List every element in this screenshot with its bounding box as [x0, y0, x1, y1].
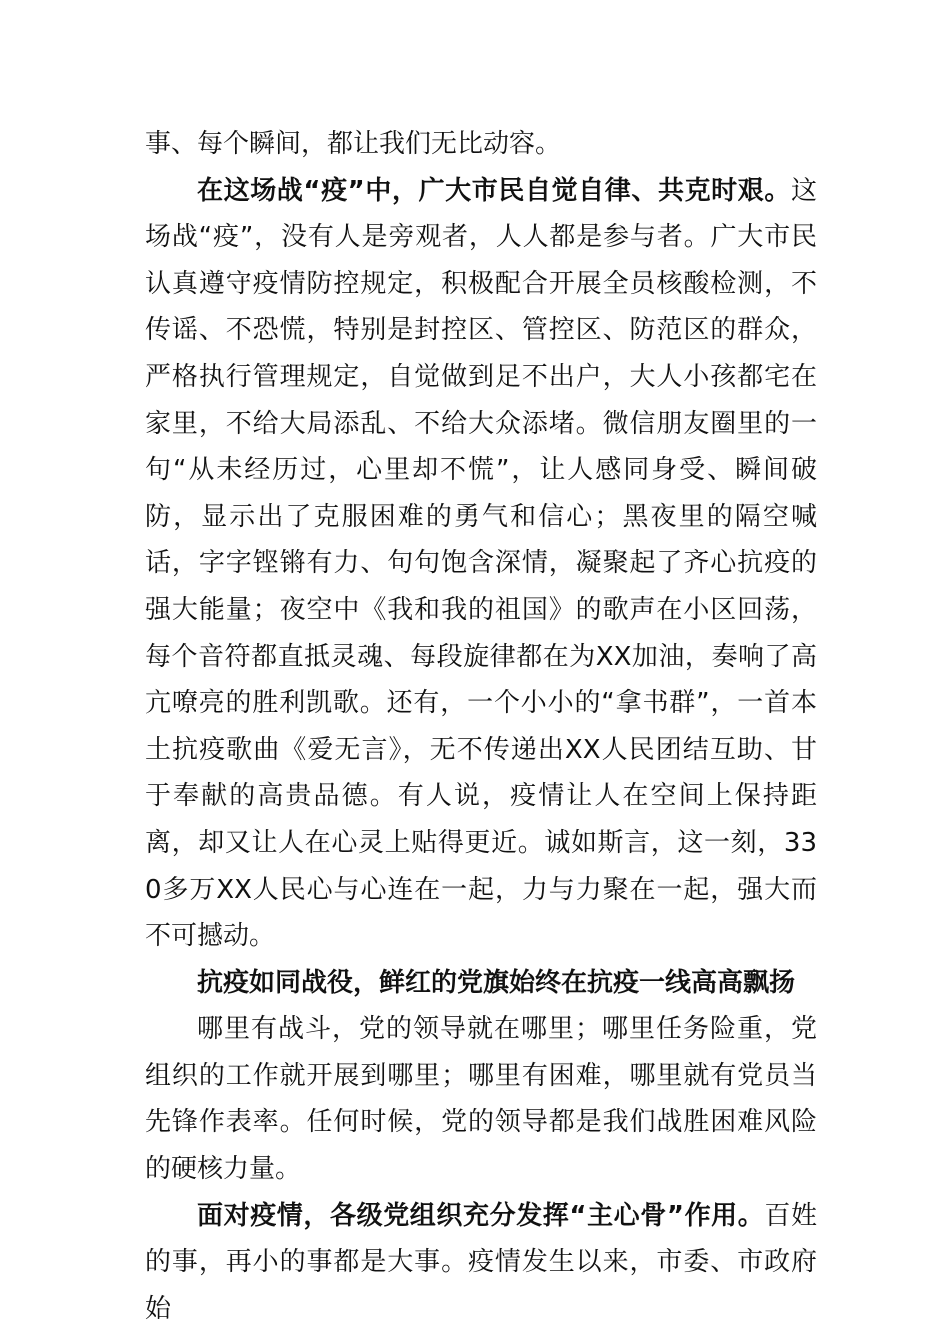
paragraph-2	[145, 168, 817, 960]
paragraph-3	[145, 1006, 817, 1192]
document-page	[145, 121, 817, 1332]
paragraph-1	[145, 121, 817, 168]
paragraph-4-text: 百姓的事，再小的事都是大事。疫情发生以来，市委、市政府始	[145, 1200, 817, 1324]
paragraph-1-text: 事、每个瞬间，都让我们无比动容。	[145, 129, 562, 159]
paragraph-4	[145, 1193, 817, 1333]
paragraph-3-text: 哪里有战斗，党的领导就在哪里；哪里任务险重，党组织的工作就开展到哪里；哪里有困难，哪里就有党员当先锋作表率。任何时候，党的领导都是我们战胜困难风险的硬核力量。	[145, 1014, 817, 1185]
paragraph-2-text: 这场战“疫”，没有人是旁观者，人人都是参与者。广大市民认真遵守疫情防控规定，积极配合开展全员核酸检测，不传谣、不恐慌，特别是封控区、管控区、防范区的群众，严格执行管理规定，自觉做到足不出户，大人小孩都宅在家里，不给大局添乱、不给大众添堵。微信朋友圈里的一句“从未经历过，心里却不慌”，让人感同身受、瞬间破防，显示出了克服困难的勇气和信心；黑夜里的隔空喊话，字字铿锵有力、句句饱含深情，凝聚起了齐心抗疫的强大能量；夜空中《我和我的祖国》的歌声在小区回荡，每个音符都直抵灵魂、每段旋律都在为XX加油，奏响了高亢嘹亮的胜利凯歌。还有，一个小小的“拿书群”，一首本土抗疫歌曲《爱无言》，无不传递出XX人民团结互助、甘于奉献的高贵品德。有人说，疫情让人在空间上保持距离，却又让人在心灵上贴得更近。诚如斯言，这一刻，330多万XX人民心与心连在一起，力与力聚在一起，强大而不可撼动。	[145, 175, 817, 952]
paragraph-2-lead: 在这场战“疫”中，广大市民自觉自律、共克时艰。	[197, 175, 791, 206]
section-heading: 抗疫如同战役，鲜红的党旗始终在抗疫一线高高飘扬	[197, 967, 796, 998]
paragraph-4-lead: 面对疫情，各级党组织充分发挥“主心骨”作用。	[197, 1200, 765, 1231]
